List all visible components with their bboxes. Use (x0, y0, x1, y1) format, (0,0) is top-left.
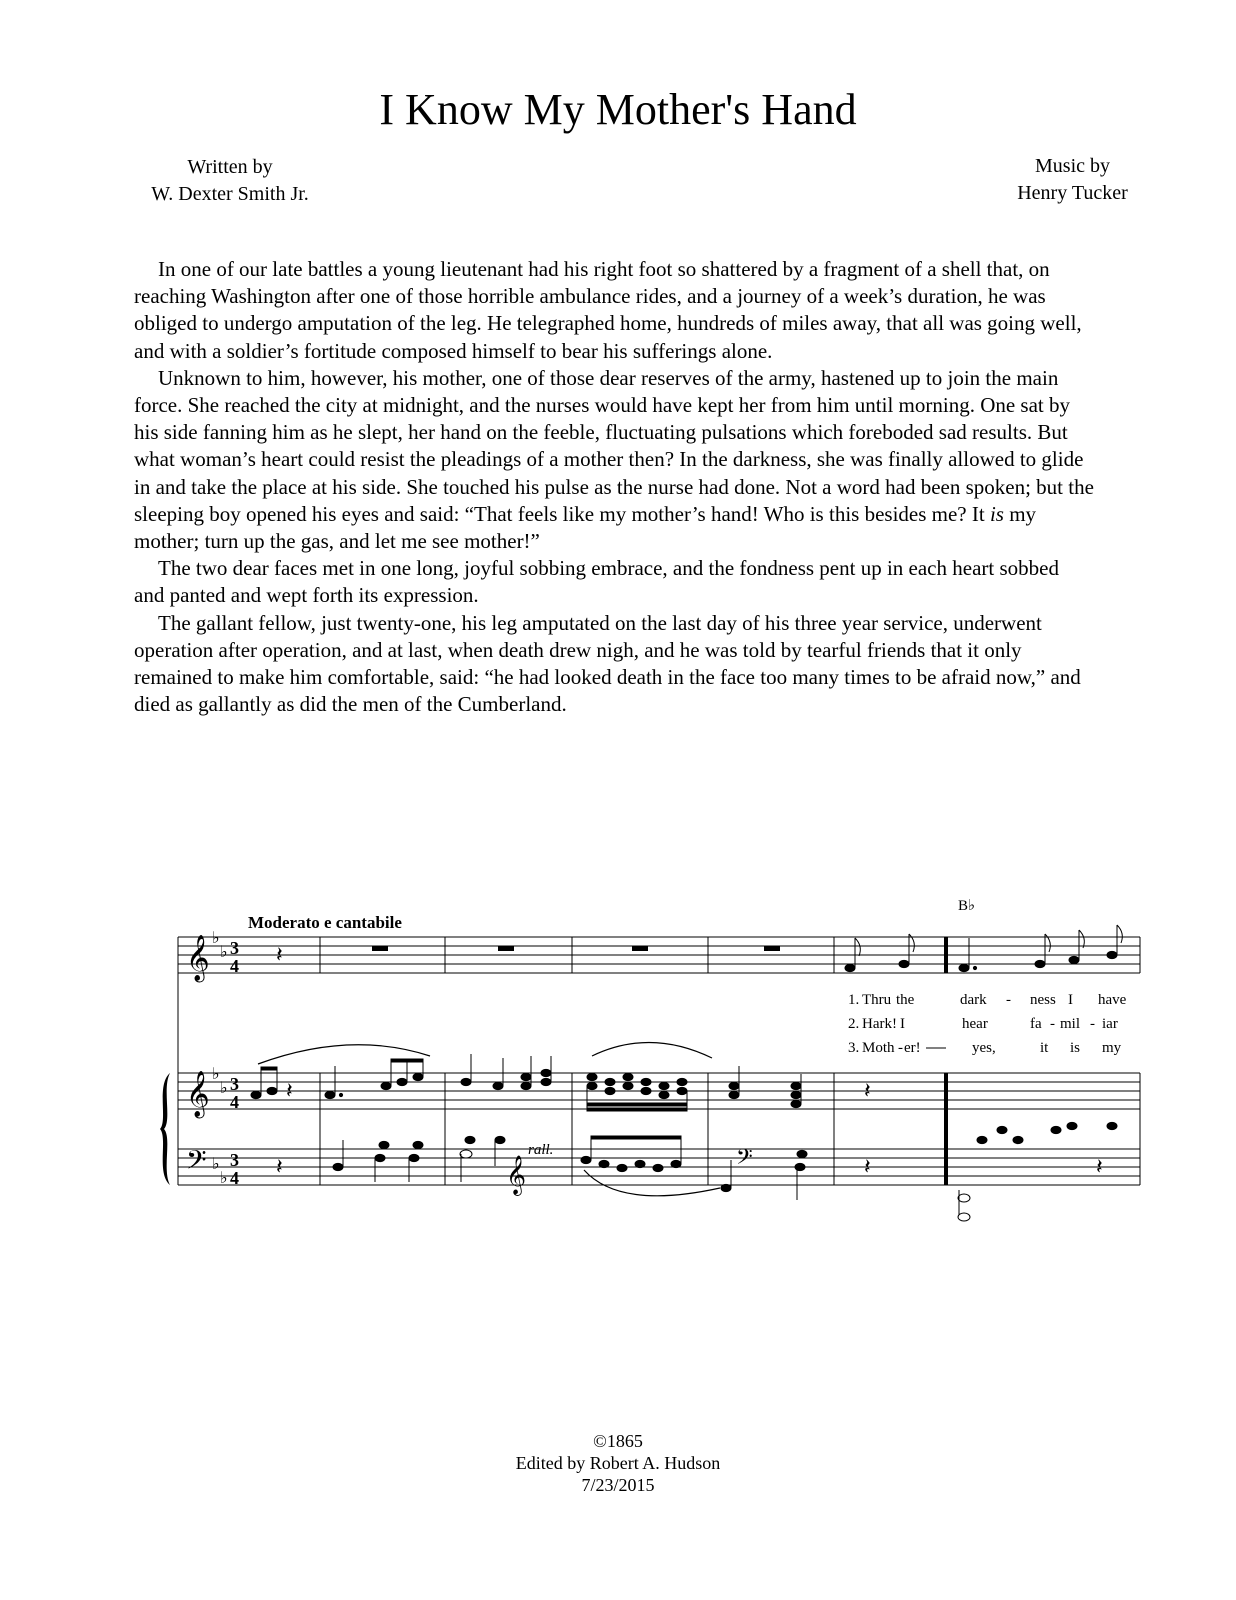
svg-text:ness: ness (1030, 992, 1056, 1008)
edit-date: 7/23/2015 (581, 1475, 655, 1495)
svg-text:I: I (900, 1016, 905, 1032)
copyright: ©1865 (593, 1431, 643, 1451)
svg-text:𝄽: 𝄽 (864, 1154, 871, 1179)
lyrics (848, 992, 1127, 1056)
svg-text:Hark!: Hark! (862, 1016, 897, 1032)
svg-text:𝄽: 𝄽 (276, 942, 283, 967)
svg-text:-: - (1006, 992, 1011, 1008)
lyricist-name: W. Dexter Smith Jr. (151, 183, 309, 205)
svg-text:dark: dark (960, 992, 987, 1008)
svg-text:2.: 2. (848, 1016, 860, 1032)
svg-text:-: - (1090, 1016, 1095, 1032)
svg-text:♭: ♭ (220, 944, 228, 961)
svg-text:Thru: Thru (862, 992, 892, 1008)
sheet-music (0, 870, 1236, 1270)
lyricist-credit (130, 154, 330, 208)
treble-clef-icon: 𝄞 (186, 1071, 210, 1116)
composer-name: Henry Tucker (1017, 182, 1128, 204)
verse-2 (848, 1016, 1118, 1032)
story-text-run: Unknown to him, however, his mother, one of those dear reserves of the army, hastened up to join the main force. She reached the city at midnight, and the nurses would have kept her from him until morning. One sat by his side fanning him as he slept, her hand on the feeble, fluctuating pulsations which foreboded sad results. But what woman’s heart could resist the pleadings of a mother then? In the darkness, she was finally allowed to glide in and take the place at his side. She touched his pulse as the nurse had done. Not a word had been spoken; but the sleeping boy opened his eyes and said: “That feels like my mother’s hand! Who is this besides me? It (134, 365, 1094, 526)
svg-text:3.: 3. (848, 1040, 860, 1056)
svg-text:Moth: Moth (862, 1040, 895, 1056)
svg-text:er!: er! (904, 1040, 921, 1056)
svg-text:𝄽: 𝄽 (1096, 1154, 1103, 1179)
story-paragraph (134, 365, 1094, 555)
svg-text:have: have (1098, 992, 1127, 1008)
svg-text:♭: ♭ (212, 1066, 220, 1083)
svg-text:I: I (1068, 992, 1073, 1008)
svg-text:fa: fa (1030, 1016, 1042, 1032)
story-paragraph: The two dear faces met in one long, joyful sobbing embrace, and the fondness pent up in each heart sobbed and panted and wept forth its expression. (134, 556, 1059, 608)
svg-text:-: - (898, 1040, 903, 1056)
time-signature-bottom: 4 (230, 956, 239, 976)
slurs (258, 1042, 720, 1195)
story-emphasis: is (989, 501, 1004, 526)
editor-credit: Edited by Robert A. Hudson (515, 1453, 721, 1473)
time-signature-top: 3 (230, 1074, 239, 1094)
svg-text:1.: 1. (848, 992, 860, 1008)
svg-text:♭: ♭ (220, 1080, 228, 1097)
story-paragraph: The gallant fellow, just twenty-one, his leg amputated on the last day of his three year service, underwent operation after operation, and at last, when death drew nigh, and he was told by tearful friends that it only remained to make him comfortable, said: “he had looked death in the face too many times to be afraid now,” and died as gallantly as did the men of the Cumberland. (134, 610, 1081, 717)
time-signature-top: 3 (230, 1150, 239, 1170)
svg-text:hear: hear (962, 1016, 988, 1032)
svg-text:♭: ♭ (220, 1170, 228, 1187)
svg-text:it: it (1040, 1040, 1049, 1056)
rall-marking: rall. (528, 1142, 554, 1158)
treble-clef-icon: 𝄞 (186, 935, 210, 980)
story-paragraph: In one of our late battles a young lieutenant had his right foot so shattered by a fragment of a shell that, on reaching Washington after one of those horrible ambulance rides, and a journey of a week’s duration, he was obliged to undergo amputation of the leg. He telegraphed home, hundreds of miles away, that all was going well, and with a soldier’s fortitude composed himself to bear his sufferings alone. (134, 257, 1082, 363)
svg-text:𝄽: 𝄽 (286, 1078, 293, 1103)
svg-text:𝄽: 𝄽 (864, 1078, 871, 1103)
treble-clef-icon: 𝄞 (506, 1157, 527, 1194)
svg-text:-: - (1050, 1016, 1055, 1032)
svg-text:mil: mil (1060, 1016, 1081, 1032)
time-signature-bottom: 4 (230, 1092, 239, 1112)
verse-1 (848, 992, 1127, 1008)
footer (0, 1430, 1236, 1496)
composer-label: Music by (1035, 155, 1110, 177)
verse-3 (848, 1040, 1122, 1056)
svg-text:my: my (1102, 1040, 1122, 1056)
bass-clef-icon: 𝄢 (736, 1145, 753, 1174)
svg-text:♭: ♭ (212, 930, 220, 947)
barlines (320, 937, 1140, 1185)
lyricist-label: Written by (187, 156, 273, 178)
svg-text:𝄽: 𝄽 (276, 1154, 283, 1179)
svg-text:yes,: yes, (972, 1040, 996, 1056)
key-signature-flat-icon (212, 930, 228, 1187)
svg-text:the: the (896, 992, 915, 1008)
bass-clef-icon: 𝄢 (186, 1145, 207, 1181)
story-text (134, 256, 1094, 718)
vocal-notes (845, 925, 1122, 972)
time-signature-top: 3 (230, 938, 239, 958)
time-signature-bottom: 4 (230, 1168, 239, 1188)
svg-text:♭: ♭ (212, 1156, 220, 1173)
piano-treble-notes (251, 1054, 1117, 1144)
song-title: I Know My Mother's Hand (379, 85, 857, 134)
piano-brace (160, 1073, 170, 1185)
chord-symbol: B♭ (958, 898, 976, 914)
svg-text:is: is (1070, 1040, 1081, 1056)
svg-text:iar: iar (1102, 1016, 1118, 1032)
vocal-staff (178, 937, 1140, 973)
story-text-run: my mother; turn up the gas, and let me see mother!” (134, 501, 1037, 554)
tempo-marking: Moderato e cantabile (248, 913, 402, 932)
composer-credit (990, 153, 1155, 207)
